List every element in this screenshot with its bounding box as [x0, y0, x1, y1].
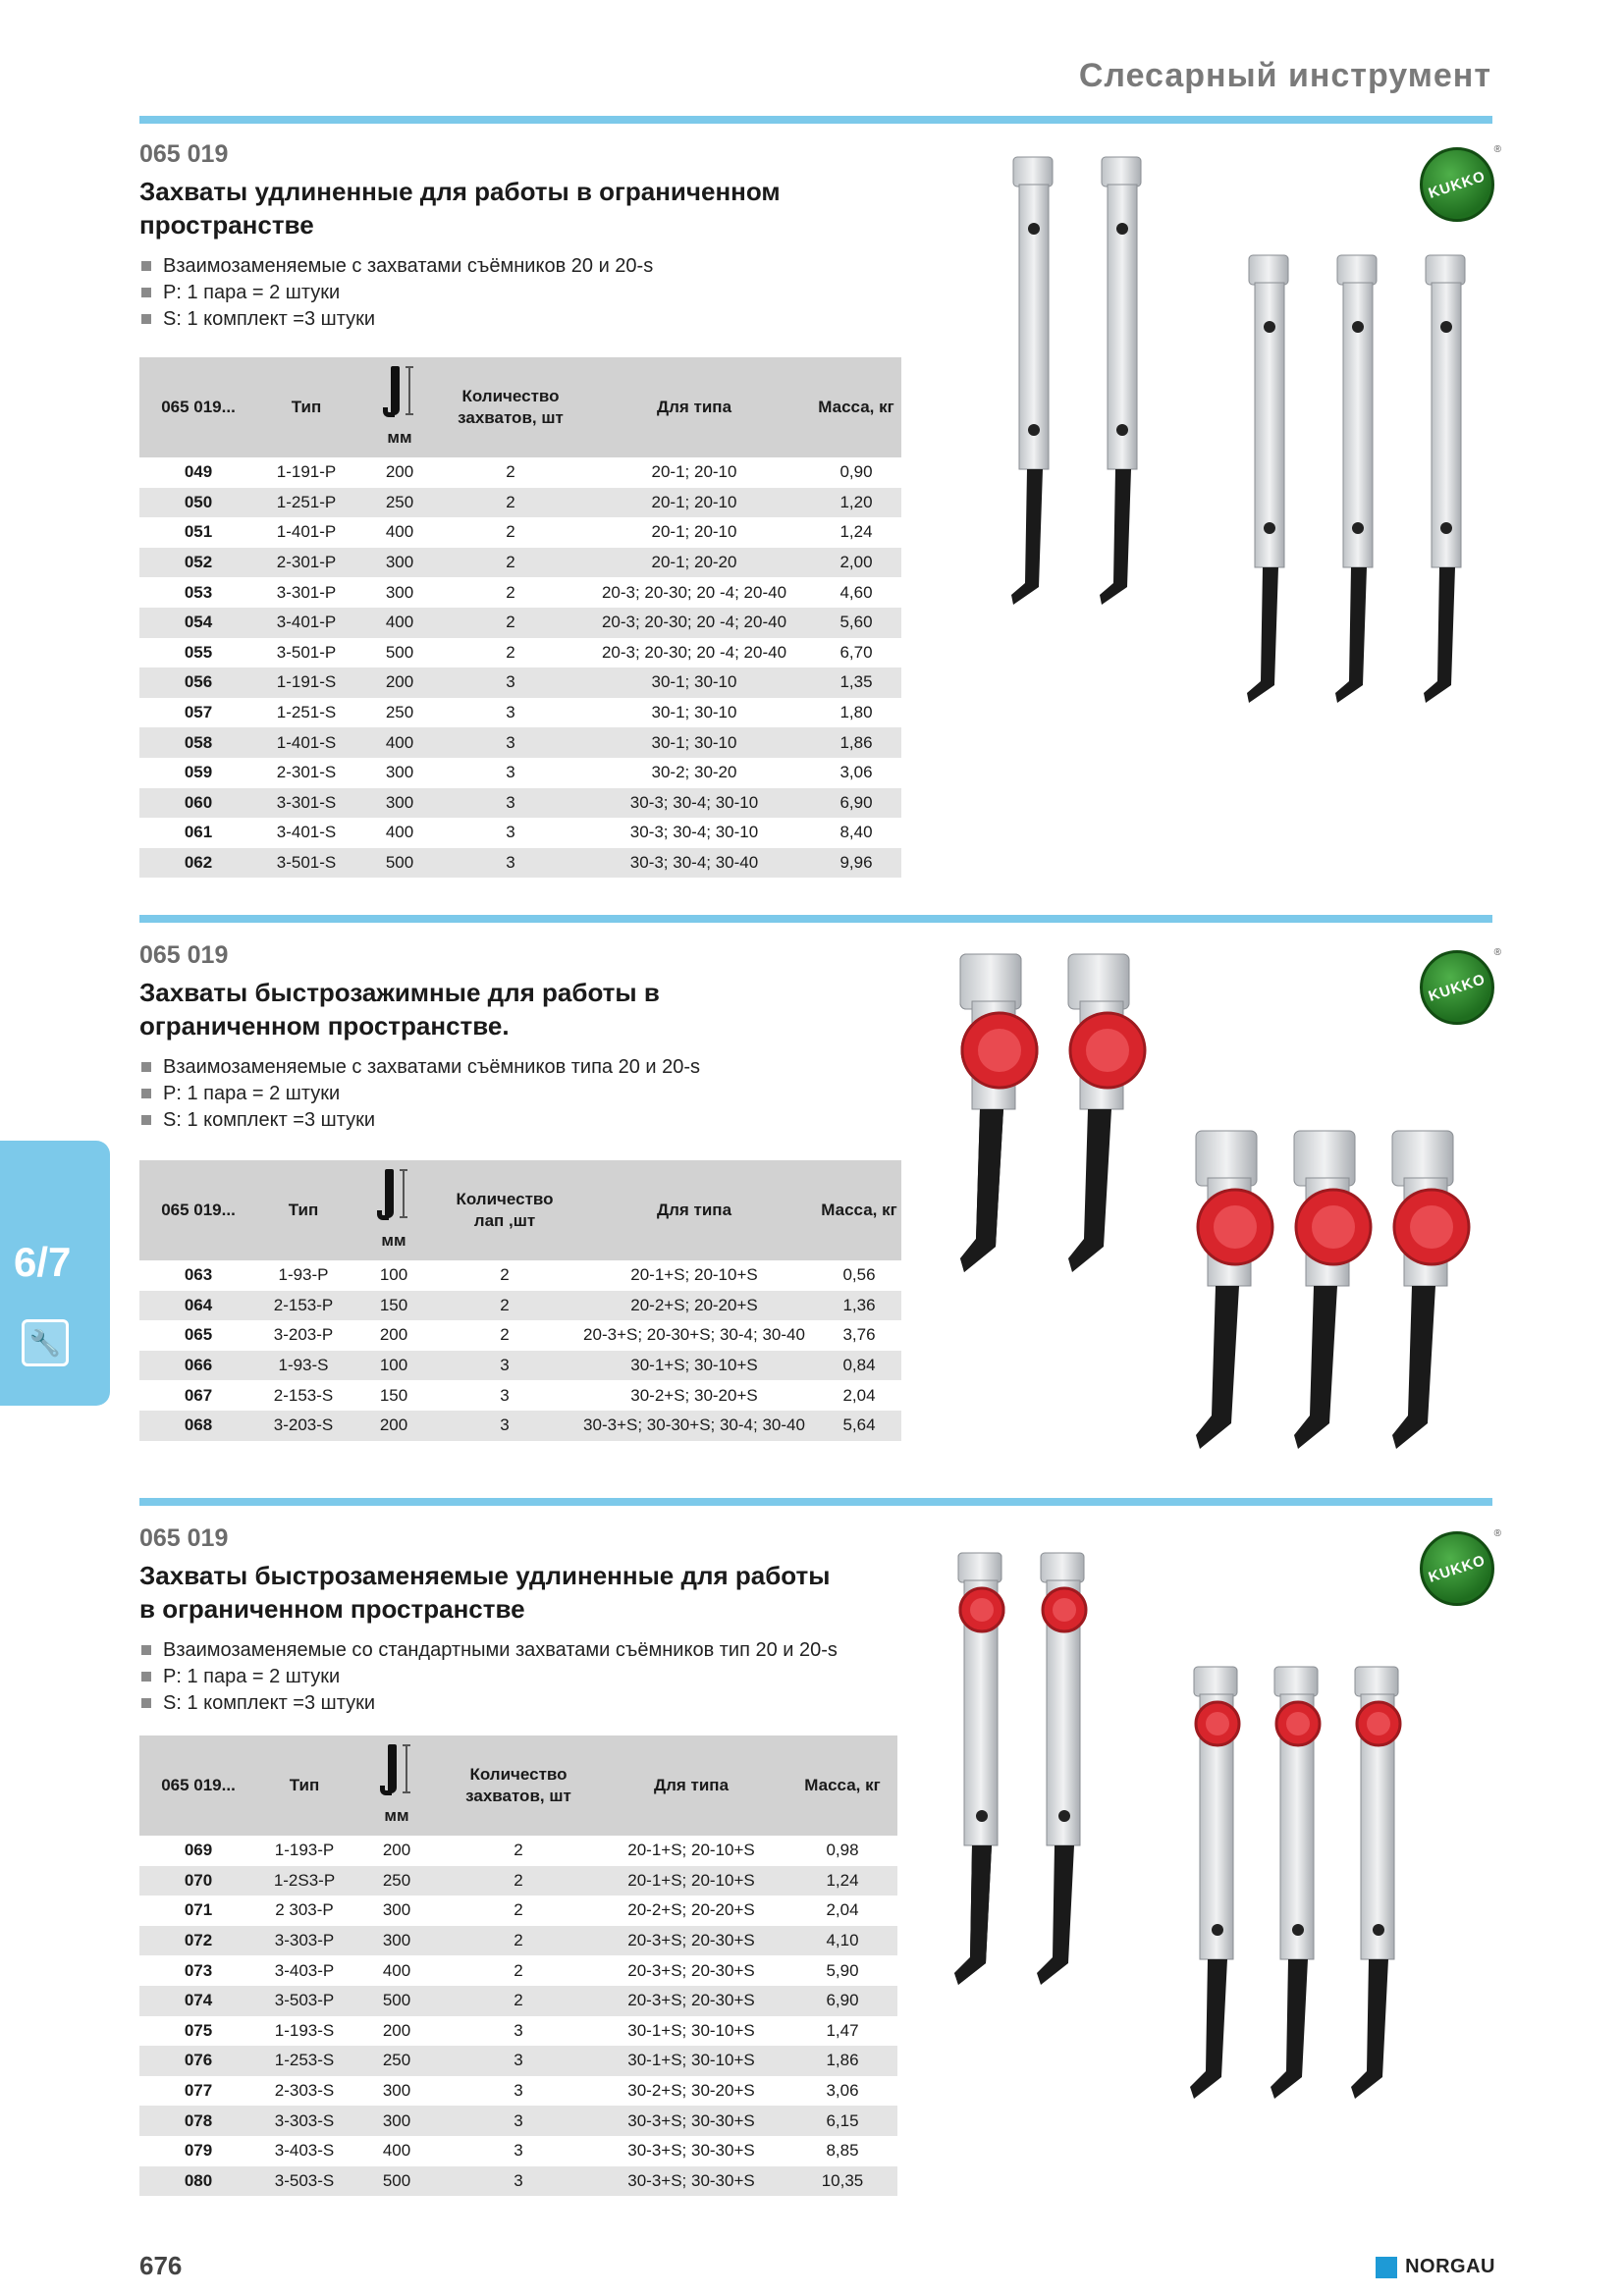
cell-num: 061 [184, 823, 213, 842]
cell-mass: 2,00 [811, 548, 901, 578]
col-header-for-type: Для типа [571, 1160, 817, 1260]
cell-type: 2-153-S [273, 1385, 334, 1405]
brand-square-icon [1376, 2257, 1397, 2278]
table-row [139, 848, 901, 879]
chapter-label: 6/7 [14, 1239, 72, 1285]
col-header-for-type: Для типа [577, 357, 811, 457]
cell-count: 2 [442, 1866, 595, 1896]
cell-for-type: 20-1+S; 20-10+S [630, 1265, 758, 1285]
cell-for-type: 30-2; 30-20 [651, 763, 737, 782]
table-row [139, 818, 901, 848]
table-row [139, 488, 901, 518]
col-header-mass: Масса, кг [811, 357, 901, 457]
table-row [139, 517, 901, 548]
section-code: 065 019 [139, 1524, 229, 1552]
kukko-logo: KUKKO ® [1420, 950, 1494, 1025]
cell-num: 070 [139, 1866, 257, 1896]
header-rule [139, 116, 1492, 124]
cell-num: 069 [184, 1841, 213, 1860]
cell-count: 2 [506, 462, 515, 482]
cell-count: 2 [444, 488, 577, 518]
section-title: Захваты быстрозаменяемые удлиненные для работы в ограниченном пространстве [139, 1561, 831, 1624]
table-row [139, 2016, 897, 2047]
cell-type: 3-203-P [273, 1325, 334, 1345]
cell-type: 2-153-P [257, 1291, 350, 1321]
cell-count: 3 [442, 2106, 595, 2136]
cell-mm: 250 [385, 703, 414, 722]
cell-type: 1-193-S [274, 2020, 335, 2040]
cell-num: 077 [184, 2081, 213, 2101]
table-row [139, 2046, 897, 2076]
cell-type: 1-251-S [276, 703, 337, 722]
cell-type: 1-93-P [278, 1265, 329, 1285]
cell-mm: 250 [352, 1866, 442, 1896]
cell-num: 059 [184, 763, 213, 782]
bullet-item: P: 1 пара = 2 штуки [139, 280, 1492, 306]
cell-count: 2 [442, 1926, 595, 1956]
cell-mass: 3,06 [826, 2081, 859, 2101]
cell-mm: 100 [350, 1351, 438, 1381]
brand-logo [1376, 2256, 1495, 2278]
cell-mass: 3,76 [842, 1325, 876, 1345]
cell-for-type: 30-2+S; 30-20+S [630, 1385, 758, 1405]
cell-for-type: 30-1+S; 30-10+S [595, 2046, 787, 2076]
cell-mm: 200 [350, 1411, 438, 1441]
cell-for-type: 30-1; 30-10 [651, 703, 737, 722]
cell-type: 3-401-S [276, 823, 337, 842]
cell-type: 1-253-S [257, 2046, 352, 2076]
cell-mass: 2,04 [826, 1900, 859, 1920]
table-row [139, 2166, 897, 2197]
cell-mass: 1,24 [787, 1866, 897, 1896]
cell-count: 3 [506, 823, 515, 842]
cell-mass: 1,47 [826, 2020, 859, 2040]
cell-mm: 400 [385, 522, 414, 542]
cell-mass: 1,36 [817, 1291, 901, 1321]
brand-name: NORGAU [1405, 2256, 1495, 2277]
table-row [139, 788, 901, 819]
cell-num: 053 [184, 582, 213, 602]
cell-num: 051 [184, 522, 213, 542]
table-row [139, 608, 901, 638]
cell-num: 065 [184, 1325, 213, 1345]
cell-count: 3 [438, 1411, 571, 1441]
cell-for-type: 20-1; 20-10 [577, 488, 811, 518]
quick-clamp-jaws-image [943, 952, 1473, 1463]
cell-type: 3-503-S [257, 2166, 352, 2197]
cell-mm: 200 [355, 667, 444, 698]
table-row [139, 1955, 897, 1986]
section-title: Захваты быстрозажимные для работы в ограниченном пространстве. [139, 978, 660, 1041]
cell-num: 064 [139, 1291, 257, 1321]
cell-type: 1-93-S [257, 1351, 350, 1381]
cell-count: 3 [514, 2020, 523, 2040]
cell-num: 052 [139, 548, 257, 578]
cell-type: 2-301-P [257, 548, 355, 578]
cell-num: 049 [184, 462, 213, 482]
dim-unit: мм [384, 1806, 409, 1825]
cell-type: 3-301-S [257, 788, 355, 819]
cell-for-type: 30-3+S; 30-30+S; 30-4; 30-40 [571, 1411, 817, 1441]
cell-for-type: 20-2+S; 20-20+S [571, 1291, 817, 1321]
cell-mm: 500 [352, 1986, 442, 2016]
cell-for-type: 20-2+S; 20-20+S [627, 1900, 755, 1920]
cell-mm: 400 [382, 1960, 411, 1980]
col-header-dimension [355, 357, 444, 457]
cell-num: 074 [139, 1986, 257, 2016]
cell-type: 1-251-P [257, 488, 355, 518]
cell-for-type: 30-3; 30-4; 30-40 [577, 848, 811, 879]
cell-type: 3-203-S [257, 1411, 350, 1441]
cell-count: 2 [514, 1841, 523, 1860]
cell-for-type: 20-1+S; 20-10+S [595, 1866, 787, 1896]
cell-num: 075 [184, 2020, 213, 2040]
cell-type: 1-193-P [274, 1841, 335, 1860]
col-header-type: Тип [257, 1735, 352, 1836]
cell-count: 2 [506, 522, 515, 542]
cell-mm: 300 [352, 1926, 442, 1956]
col-header-code: 065 019... [139, 357, 257, 457]
cell-mm: 300 [385, 763, 414, 782]
cell-num: 067 [184, 1385, 213, 1405]
cell-mass: 1,86 [811, 727, 901, 758]
cell-mass: 1,80 [839, 703, 873, 722]
table-row [139, 1380, 901, 1411]
bullet-item: Взаимозаменяемые со стандартными захватами съёмников тип 20 и 20-s [139, 1637, 1492, 1664]
cell-mm: 300 [355, 548, 444, 578]
table-row [139, 638, 901, 668]
cell-mass: 10,35 [787, 2166, 897, 2197]
page-header: Слесарный инструмент [1078, 57, 1491, 94]
cell-num: 055 [184, 642, 213, 662]
cell-count: 2 [444, 608, 577, 638]
quick-change-long-jaws-image [943, 1551, 1473, 2101]
cell-mm: 150 [379, 1385, 408, 1405]
cell-count: 3 [438, 1351, 571, 1381]
col-header-dimension [350, 1160, 438, 1260]
col-header-for-type: Для типа [595, 1735, 787, 1836]
col-header-count: Количество захватов, шт [442, 1735, 595, 1836]
cell-for-type: 20-1; 20-10 [651, 522, 737, 542]
cell-count: 3 [444, 788, 577, 819]
table-row [139, 1320, 901, 1351]
cell-type: 2-301-S [276, 763, 337, 782]
bullet-item: P: 1 пара = 2 штуки [139, 1664, 1492, 1690]
cell-count: 2 [438, 1291, 571, 1321]
cell-for-type: 20-3; 20-30; 20 -4; 20-40 [577, 608, 811, 638]
cell-count: 3 [506, 763, 515, 782]
col-header-code: 065 019... [139, 1160, 257, 1260]
cell-num: 057 [184, 703, 213, 722]
cell-mm: 100 [379, 1265, 408, 1285]
cell-type: 3-301-P [276, 582, 337, 602]
bullet-item: S: 1 комплект =3 штуки [139, 306, 1492, 333]
table-row [139, 758, 901, 788]
kukko-logo: KUKKO ® [1420, 147, 1494, 222]
cell-count: 3 [444, 848, 577, 879]
cell-mm: 500 [385, 642, 414, 662]
cell-mm: 250 [355, 488, 444, 518]
cell-mass: 5,60 [811, 608, 901, 638]
table-row [139, 1926, 897, 1956]
cell-count: 2 [506, 582, 515, 602]
col-header-type: Тип [257, 357, 355, 457]
bullet-item: S: 1 комплект =3 штуки [139, 1107, 1492, 1134]
cell-type: 2 303-P [275, 1900, 334, 1920]
jaw-dimension-icon [378, 1744, 415, 1799]
cell-for-type: 30-1+S; 30-10+S [571, 1351, 817, 1381]
cell-type: 3-403-S [274, 2141, 335, 2161]
cell-mm: 400 [385, 823, 414, 842]
cell-num: 071 [184, 1900, 213, 1920]
col-header-type: Тип [257, 1160, 350, 1260]
table-row [139, 698, 901, 728]
cell-num: 063 [184, 1265, 213, 1285]
cell-mm: 200 [379, 1325, 408, 1345]
cell-type: 3-303-S [257, 2106, 352, 2136]
cell-mm: 300 [352, 2106, 442, 2136]
cell-count: 2 [506, 642, 515, 662]
cell-num: 078 [139, 2106, 257, 2136]
cell-for-type: 30-3; 30-4; 30-10 [577, 788, 811, 819]
cell-mm: 500 [355, 848, 444, 879]
table-row [139, 577, 901, 608]
bullet-item: P: 1 пара = 2 штуки [139, 1081, 1492, 1107]
table-row [139, 1836, 897, 1866]
cell-count: 2 [444, 548, 577, 578]
chapter-tab[interactable] [0, 1141, 110, 1406]
cell-num: 054 [139, 608, 257, 638]
cell-mm: 250 [352, 2046, 442, 2076]
section-title: Захваты удлиненные для работы в ограниченном пространстве [139, 177, 781, 240]
cell-for-type: 30-3; 30-4; 30-10 [629, 823, 759, 842]
page-number: 676 [139, 2251, 183, 2280]
cell-mass: 0,56 [842, 1265, 876, 1285]
cell-count: 2 [500, 1265, 510, 1285]
cell-count: 2 [514, 1960, 523, 1980]
table-row [139, 2076, 897, 2107]
cell-num: 072 [139, 1926, 257, 1956]
cell-count: 3 [514, 2081, 523, 2101]
table-row [139, 1896, 897, 1926]
cell-type: 1-401-P [276, 522, 337, 542]
cell-for-type: 20-1+S; 20-10+S [627, 1841, 755, 1860]
cell-mass: 5,64 [817, 1411, 901, 1441]
cell-mass: 0,90 [839, 462, 873, 482]
cell-for-type: 20-1; 20-10 [651, 462, 737, 482]
cell-count: 2 [442, 1986, 595, 2016]
wrench-icon: 🔧 [22, 1319, 69, 1366]
col-header-mass: Масса, кг [787, 1735, 897, 1836]
cell-type: 3-403-P [274, 1960, 335, 1980]
cell-count: 3 [444, 667, 577, 698]
cell-mass: 4,60 [839, 582, 873, 602]
cell-mm: 400 [355, 727, 444, 758]
cell-type: 3-501-P [276, 642, 337, 662]
cell-mass: 2,04 [842, 1385, 876, 1405]
cell-mm: 200 [382, 1841, 411, 1860]
cell-for-type: 20-3; 20-30; 20 -4; 20-40 [601, 582, 787, 602]
cell-mm: 300 [355, 788, 444, 819]
cell-count: 3 [442, 2166, 595, 2197]
cell-type: 2-303-S [274, 2081, 335, 2101]
cell-mm: 300 [385, 582, 414, 602]
cell-for-type: 30-1; 30-10 [577, 667, 811, 698]
cell-mm: 400 [382, 2141, 411, 2161]
cell-mass: 3,06 [839, 763, 873, 782]
cell-num: 066 [139, 1351, 257, 1381]
table-row [139, 727, 901, 758]
dim-unit: мм [381, 1231, 406, 1250]
cell-count: 3 [442, 2046, 595, 2076]
cell-for-type: 20-1; 20-20 [577, 548, 811, 578]
cell-mass: 0,84 [817, 1351, 901, 1381]
section-code: 065 019 [139, 941, 229, 969]
col-header-count: Количество лап ,шт [438, 1160, 571, 1260]
cell-mm: 400 [355, 608, 444, 638]
cell-mm: 150 [350, 1291, 438, 1321]
cell-mass: 1,20 [811, 488, 901, 518]
section-rule [139, 915, 1492, 923]
bullet-item: Взаимозаменяемые с захватами съёмников 20 и 20-s [139, 253, 1492, 280]
bullet-item: S: 1 комплект =3 штуки [139, 1690, 1492, 1717]
col-header-mass: Масса, кг [817, 1160, 901, 1260]
cell-num: 076 [139, 2046, 257, 2076]
cell-mass: 6,15 [787, 2106, 897, 2136]
cell-for-type: 20-3; 20-30; 20 -4; 20-40 [601, 642, 787, 662]
cell-mass: 6,90 [787, 1986, 897, 2016]
puller-jaws-long-image [992, 155, 1483, 715]
section-rule [139, 1498, 1492, 1506]
table-row [139, 1986, 897, 2016]
table-row [139, 1866, 897, 1896]
cell-for-type: 30-1; 30-10 [577, 727, 811, 758]
cell-mass: 4,10 [787, 1926, 897, 1956]
cell-type: 3-401-P [257, 608, 355, 638]
cell-type: 3-303-P [257, 1926, 352, 1956]
cell-mass: 9,96 [811, 848, 901, 879]
cell-mass: 1,24 [839, 522, 873, 542]
cell-mm: 500 [352, 2166, 442, 2197]
cell-for-type: 30-2+S; 30-20+S [627, 2081, 755, 2101]
col-header-count: Количество захватов, шт [444, 357, 577, 457]
cell-num: 079 [184, 2141, 213, 2161]
table-row [139, 1260, 901, 1291]
cell-type: 1-2S3-P [257, 1866, 352, 1896]
cell-count: 3 [500, 1385, 510, 1405]
section-code: 065 019 [139, 140, 229, 168]
cell-for-type: 20-3+S; 20-30+S; 30-4; 30-40 [583, 1325, 805, 1345]
cell-mm: 200 [385, 462, 414, 482]
table-row [139, 1411, 901, 1441]
cell-mass: 5,90 [826, 1960, 859, 1980]
spec-table-2 [139, 1160, 901, 1441]
cell-for-type: 20-3+S; 20-30+S [627, 1960, 755, 1980]
table-row [139, 457, 901, 488]
cell-type: 1-191-P [276, 462, 337, 482]
cell-num: 062 [139, 848, 257, 879]
cell-count: 2 [500, 1325, 510, 1345]
cell-num: 056 [139, 667, 257, 698]
cell-for-type: 30-3+S; 30-30+S [595, 2106, 787, 2136]
table-row [139, 1291, 901, 1321]
cell-mm: 300 [382, 1900, 411, 1920]
cell-num: 068 [139, 1411, 257, 1441]
cell-count: 3 [514, 2141, 523, 2161]
cell-mass: 1,86 [787, 2046, 897, 2076]
kukko-logo: KUKKO ® [1420, 1531, 1494, 1606]
dim-unit: мм [387, 428, 412, 447]
table-row [139, 2106, 897, 2136]
cell-num: 050 [139, 488, 257, 518]
cell-num: 058 [139, 727, 257, 758]
cell-type: 1-401-S [257, 727, 355, 758]
cell-count: 2 [514, 1900, 523, 1920]
table-row [139, 548, 901, 578]
cell-mass: 8,40 [839, 823, 873, 842]
col-header-dimension [352, 1735, 442, 1836]
spec-table-1 [139, 357, 901, 878]
cell-mm: 300 [382, 2081, 411, 2101]
table-row [139, 1351, 901, 1381]
cell-type: 1-191-S [257, 667, 355, 698]
cell-mass: 1,35 [811, 667, 901, 698]
col-header-code: 065 019... [139, 1735, 257, 1836]
cell-num: 080 [139, 2166, 257, 2197]
cell-for-type: 20-3+S; 20-30+S [595, 1926, 787, 1956]
jaw-dimension-icon [381, 366, 418, 421]
cell-num: 060 [139, 788, 257, 819]
table-row [139, 2136, 897, 2166]
cell-mass: 6,70 [839, 642, 873, 662]
cell-mass: 8,85 [826, 2141, 859, 2161]
cell-for-type: 30-3+S; 30-30+S [627, 2141, 755, 2161]
jaw-dimension-icon [375, 1169, 412, 1224]
cell-for-type: 30-3+S; 30-30+S [595, 2166, 787, 2197]
cell-mm: 200 [382, 2020, 411, 2040]
cell-mass: 0,98 [826, 1841, 859, 1860]
cell-count: 3 [506, 703, 515, 722]
table-row [139, 667, 901, 698]
cell-for-type: 30-1+S; 30-10+S [627, 2020, 755, 2040]
bullet-item: Взаимозаменяемые с захватами съёмников типа 20 и 20-s [139, 1054, 1492, 1081]
cell-for-type: 20-3+S; 20-30+S [595, 1986, 787, 2016]
cell-num: 073 [184, 1960, 213, 1980]
spec-table-3 [139, 1735, 897, 2196]
cell-type: 3-501-S [257, 848, 355, 879]
cell-count: 3 [444, 727, 577, 758]
cell-type: 3-503-P [257, 1986, 352, 2016]
cell-mass: 6,90 [811, 788, 901, 819]
